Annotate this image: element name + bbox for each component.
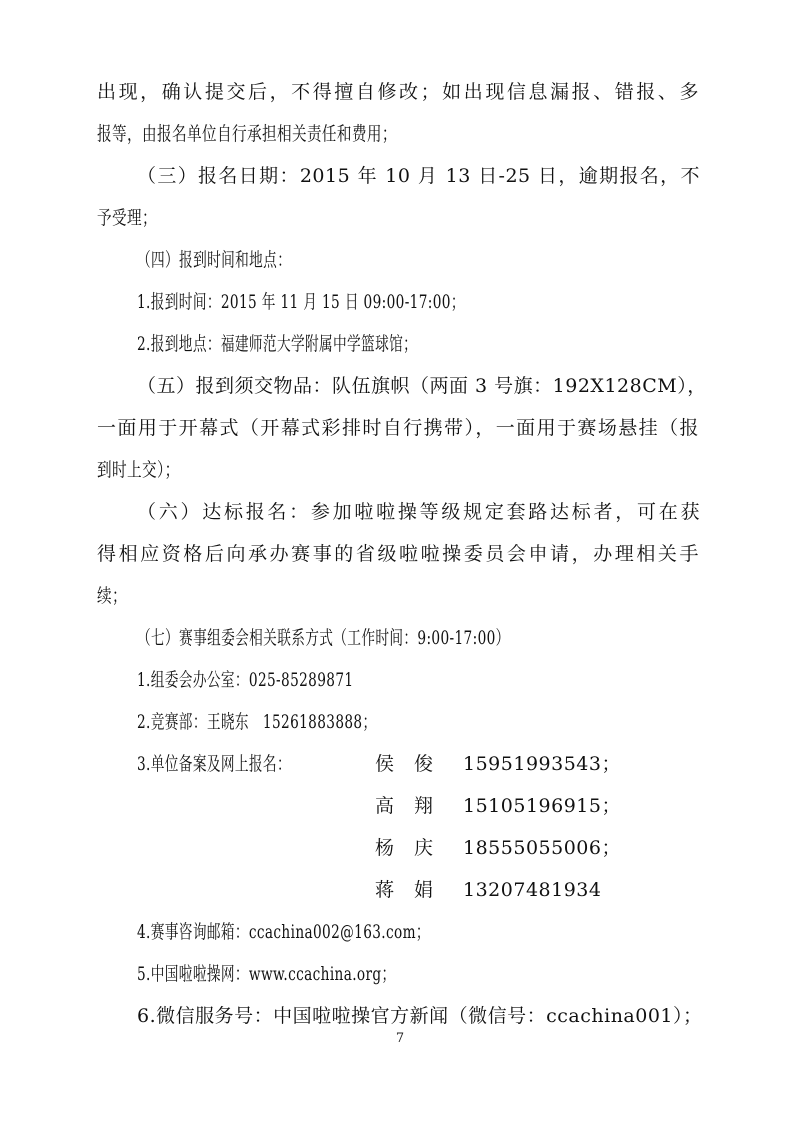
section-4-item: 2.报到地点：福建师范大学附属中学篮球馆；: [137, 333, 418, 355]
contact-phone: 15105196915；: [463, 795, 621, 817]
section-7-heading: （七）赛事组委会相关联系方式（工作时间：9:00-17:00）: [137, 627, 510, 649]
section-3-line: 予受理；: [97, 207, 157, 229]
body-text-line: 报等，由报名单位自行承担相关责任和费用；: [97, 123, 397, 145]
section-5-line: 一面用于开幕式（开幕式彩排时自行携带），一面用于赛场悬挂（报: [97, 417, 699, 439]
contact-name: 高 翔: [375, 795, 434, 817]
contact-phone: 13207481934: [463, 879, 602, 901]
section-5-line: （五）报到须交物品：队伍旗帜（两面 3 号旗：192X128CM），: [137, 375, 707, 397]
body-text-line: 出现，确认提交后，不得擅自修改；如出现信息漏报、错报、多: [97, 81, 699, 103]
section-5-line: 到时上交）；: [97, 459, 180, 481]
section-4-item: 1.报到时间：2015 年 11 月 15 日 09:00-17:00；: [137, 291, 465, 313]
section-6-line: 续；: [97, 585, 128, 607]
contact-name: 侯 俊: [375, 753, 434, 775]
contact-registration-label: 3.单位备案及网上报名：: [137, 753, 291, 775]
contact-wechat-line: 6.微信服务号：中国啦啦操官方新闻（微信号：ccachina001）；: [137, 1005, 703, 1027]
contact-name: 蒋 娟: [375, 879, 434, 901]
contact-office-line: 1.组委会办公室：025-85289871: [137, 669, 354, 691]
contact-email-line: 4.赛事咨询邮箱：ccachina002@163.com；: [137, 921, 430, 943]
section-6-line: （六）达标报名：参加啦啦操等级规定套路达标者，可在获: [137, 501, 700, 523]
contact-name: 杨 庆: [375, 837, 434, 859]
contact-phone: 15951993543；: [463, 753, 621, 775]
contact-phone: 18555055006；: [463, 837, 621, 859]
page-number: 7: [395, 1031, 405, 1046]
section-4-heading: （四）报到时间和地点：: [137, 249, 292, 271]
section-3-line: （三）报名日期：2015 年 10 月 13 日-25 日，逾期报名，不: [137, 165, 700, 187]
contact-website-line: 5.中国啦啦操网：www.ccachina.org；: [137, 963, 396, 985]
contact-competition-line: 2.竞赛部：王晓东 15261883888；: [137, 711, 377, 733]
section-6-line: 得相应资格后向承办赛事的省级啦啦操委员会申请，办理相关手: [97, 543, 699, 565]
